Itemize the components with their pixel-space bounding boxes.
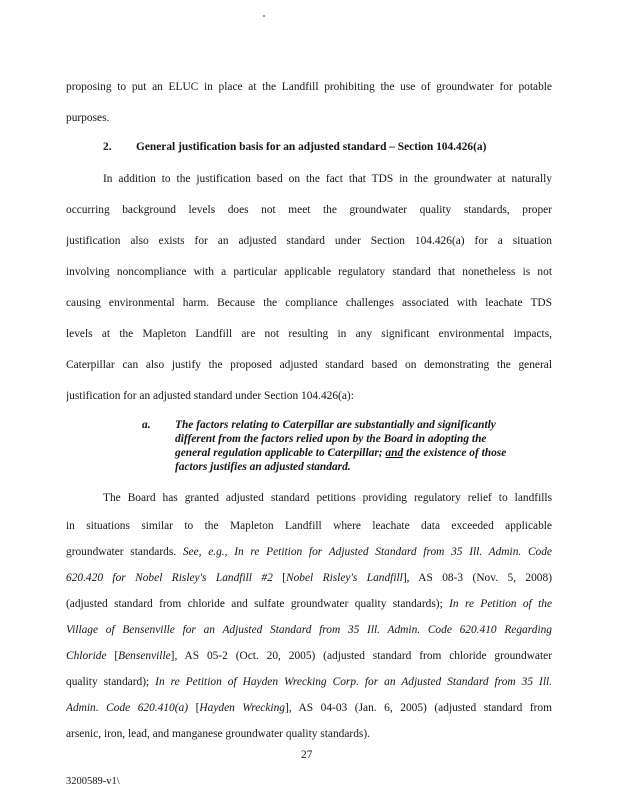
paragraph-line: In addition to the justification based on the fact that TDS in the groundwater at naturally [103,173,552,185]
paragraph-line [66,597,552,611]
text-run: (adjusted standard from chloride and sulfate groundwater quality standards); [66,598,450,610]
paragraph-line [66,675,552,689]
case-short-name: Bensenville [118,650,171,662]
subheading-text: general regulation applicable to Caterpillar; [175,447,386,459]
text-run: groundwater standards. [66,546,183,558]
subheading-underlined-and: and [385,447,404,459]
subheading-text: the existence of those [403,447,507,459]
paragraph-line: occurring background levels does not meet the groundwater quality standards, proper [66,204,552,216]
signal-text: See, e.g., [182,546,235,558]
case-citation: In re Petition of the [449,598,552,610]
paragraph-line [66,571,552,585]
subheading-line [175,446,507,460]
case-citation: Admin. Code 620.410(a) [66,702,189,714]
paragraph-line: involving noncompliance with a particular applicable regulatory standard that nonetheless is not [66,266,552,278]
case-citation: In re Petition of Hayden Wrecking Corp. for an Adjusted Standard from 35 Ill. [155,676,552,688]
text-run: [ [272,572,286,584]
text-run: [ [188,702,200,714]
paragraph-line: justification also exists for an adjusted standard under Section 104.426(a) for a situation [66,235,552,247]
section-number: 2. [103,141,112,153]
paragraph-line: Village of Bensenville for an Adjusted Standard from 35 Ill. Admin. Code 620.410 Regarding [66,624,552,636]
subheading-line: factors justifies an adjusted standard. [175,461,351,473]
case-citation: Chloride [66,650,107,662]
paragraph-line: The Board has granted adjusted standard petitions providing regulatory relief to landfills [103,492,552,504]
text-run: ], AS 08-3 (Nov. 5, 2008) [402,572,552,584]
paragraph-line: arsenic, iron, lead, and manganese groundwater quality standards). [66,728,370,740]
document-id: 3200589-v1\ [66,776,120,787]
paragraph-line: causing environmental harm. Because the compliance challenges associated with leachate TDS [66,297,552,309]
paragraph-line [66,545,552,559]
paragraph-line: Caterpillar can also justify the proposed adjusted standard based on demonstrating the general [66,359,552,371]
case-citation: 620.420 for Nobel Risley's Landfill #2 [66,572,273,584]
text-run: ], AS 04-03 (Jan. 6, 2005) (adjusted standard from [284,702,552,714]
subheading-line: The factors relating to Caterpillar are substantially and significantly [175,419,496,431]
case-short-name: Nobel Risley's Landfill [286,572,403,584]
case-citation: In re Petition for Adjusted Standard from 35 Ill. Admin. Code [234,546,552,558]
text-run: ], AS 05-2 (Oct. 20, 2005) (adjusted standard from chloride groundwater [170,650,552,662]
paragraph-line: purposes. [66,112,110,124]
subheading-label: a. [142,419,151,431]
section-title: General justification basis for an adjusted standard – Section 104.426(a) [136,141,487,153]
case-short-name: Hayden Wrecking [199,702,285,714]
text-run: quality standard); [66,676,156,688]
paragraph-line: levels at the Mapleton Landfill are not resulting in any significant environmental impacts, [66,328,552,340]
paragraph-line: in situations similar to the Mapleton Landfill where leachate data exceeded applicable [66,520,552,532]
paragraph-line [66,649,552,663]
text-run: [ [106,650,119,662]
subheading-line: different from the factors relied upon by the Board in adopting the [175,433,487,445]
paragraph-line: justification for an adjusted standard under Section 104.426(a): [66,390,354,402]
scan-speck [263,15,265,17]
page-number: 27 [301,749,313,761]
paragraph-line [66,701,552,715]
paragraph-line: proposing to put an ELUC in place at the Landfill prohibiting the use of groundwater for potable [66,81,552,93]
